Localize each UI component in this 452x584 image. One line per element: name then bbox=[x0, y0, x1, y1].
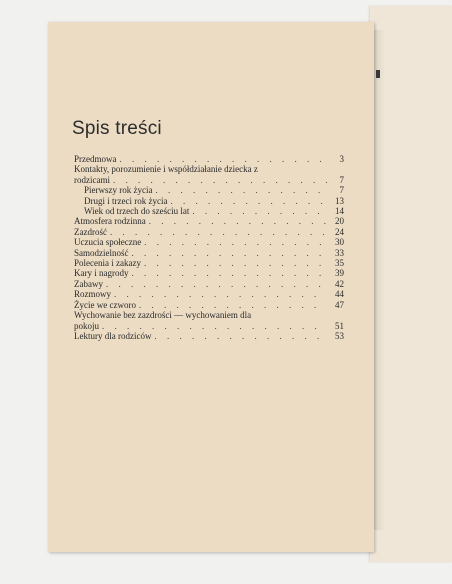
toc-entry-text: Rozmowy bbox=[74, 289, 111, 300]
leader-dots bbox=[149, 216, 327, 226]
toc-entry-page: 42 bbox=[335, 278, 344, 289]
toc-entry-page: 47 bbox=[335, 299, 344, 310]
leader-dots bbox=[155, 185, 327, 195]
toc-entry bbox=[74, 154, 344, 164]
toc-entry-page: 3 bbox=[339, 154, 344, 164]
leader-dots bbox=[102, 321, 327, 331]
toc-entry-text: pokoju bbox=[74, 320, 100, 331]
toc-entry-page: 30 bbox=[335, 237, 344, 248]
toc-entry-page: 53 bbox=[335, 330, 344, 341]
leader-dots bbox=[192, 206, 327, 216]
toc-entry-page: 20 bbox=[335, 216, 344, 227]
toc-entry-text: Polecenia i zakazy bbox=[74, 258, 141, 269]
leader-dots bbox=[110, 227, 327, 237]
toc-entry bbox=[74, 258, 344, 268]
toc-entry bbox=[74, 268, 344, 278]
toc-subentry bbox=[74, 196, 344, 206]
page-title: Spis treści bbox=[72, 118, 162, 139]
leader-dots bbox=[170, 196, 327, 206]
toc-entry bbox=[74, 237, 344, 247]
toc-subentry bbox=[74, 185, 344, 195]
toc-entry bbox=[74, 227, 344, 237]
toc-entry-text: Samodzielność bbox=[74, 247, 129, 258]
toc-entry-text: Atmosfera rodzinna bbox=[74, 216, 146, 227]
toc-entry-text: Zazdrość bbox=[74, 226, 107, 237]
leader-dots bbox=[114, 289, 327, 299]
toc-entry-page: 14 bbox=[335, 206, 344, 217]
toc-entry bbox=[74, 331, 344, 341]
toc-entry-text: Drugi i trzeci rok życia bbox=[84, 195, 168, 206]
toc-entry-page: 51 bbox=[335, 320, 344, 331]
toc-entry-text: Lektury dla rodziców bbox=[74, 330, 152, 341]
toc-entry-page: 35 bbox=[335, 258, 344, 269]
leader-dots bbox=[113, 175, 327, 185]
toc-entry-text: Życie we czworo bbox=[74, 299, 136, 310]
toc-entry-page: 33 bbox=[335, 247, 344, 258]
toc-entry-page: 39 bbox=[335, 268, 344, 279]
leader-dots bbox=[154, 331, 327, 341]
toc-entry-text: Kary i nagrody bbox=[74, 268, 129, 279]
toc-entry bbox=[74, 175, 344, 185]
toc-entry-text: rodzicami bbox=[74, 174, 110, 185]
toc-entry-text: Przedmowa bbox=[74, 154, 117, 164]
toc-entry bbox=[74, 216, 344, 226]
toc-entry bbox=[74, 321, 344, 331]
toc-entry bbox=[74, 289, 344, 299]
table-of-contents bbox=[74, 154, 344, 341]
toc-entry-page: 13 bbox=[335, 195, 344, 206]
toc-entry-text: Uczucia społeczne bbox=[74, 237, 142, 248]
leader-dots bbox=[106, 279, 327, 289]
toc-entry bbox=[74, 248, 344, 258]
toc-entry-text: Pierwszy rok życia bbox=[84, 185, 153, 196]
toc-entry bbox=[74, 300, 344, 310]
leader-dots bbox=[144, 258, 327, 268]
toc-entry-text: Wiek od trzech do sześciu lat bbox=[84, 206, 190, 217]
leader-dots bbox=[144, 237, 327, 247]
toc-entry-page: 7 bbox=[339, 185, 344, 196]
toc-entry-text: Zabawy bbox=[74, 278, 103, 289]
leader-dots bbox=[131, 268, 327, 278]
toc-entry: Wychowanie bez zazdrości — wychowaniem dla bbox=[74, 310, 252, 321]
leader-dots bbox=[120, 154, 328, 164]
toc-entry-page: 24 bbox=[335, 226, 344, 237]
toc-entry: Kontakty, porozumienie i współdziałanie dziecka z bbox=[74, 164, 258, 175]
toc-entry bbox=[74, 279, 344, 289]
toc-entry-page: 44 bbox=[335, 289, 344, 300]
toc-entry-page: 7 bbox=[339, 174, 344, 185]
leader-dots bbox=[139, 300, 327, 310]
toc-subentry bbox=[74, 206, 344, 216]
leader-dots bbox=[132, 248, 328, 258]
page-edge-mark bbox=[376, 70, 380, 78]
